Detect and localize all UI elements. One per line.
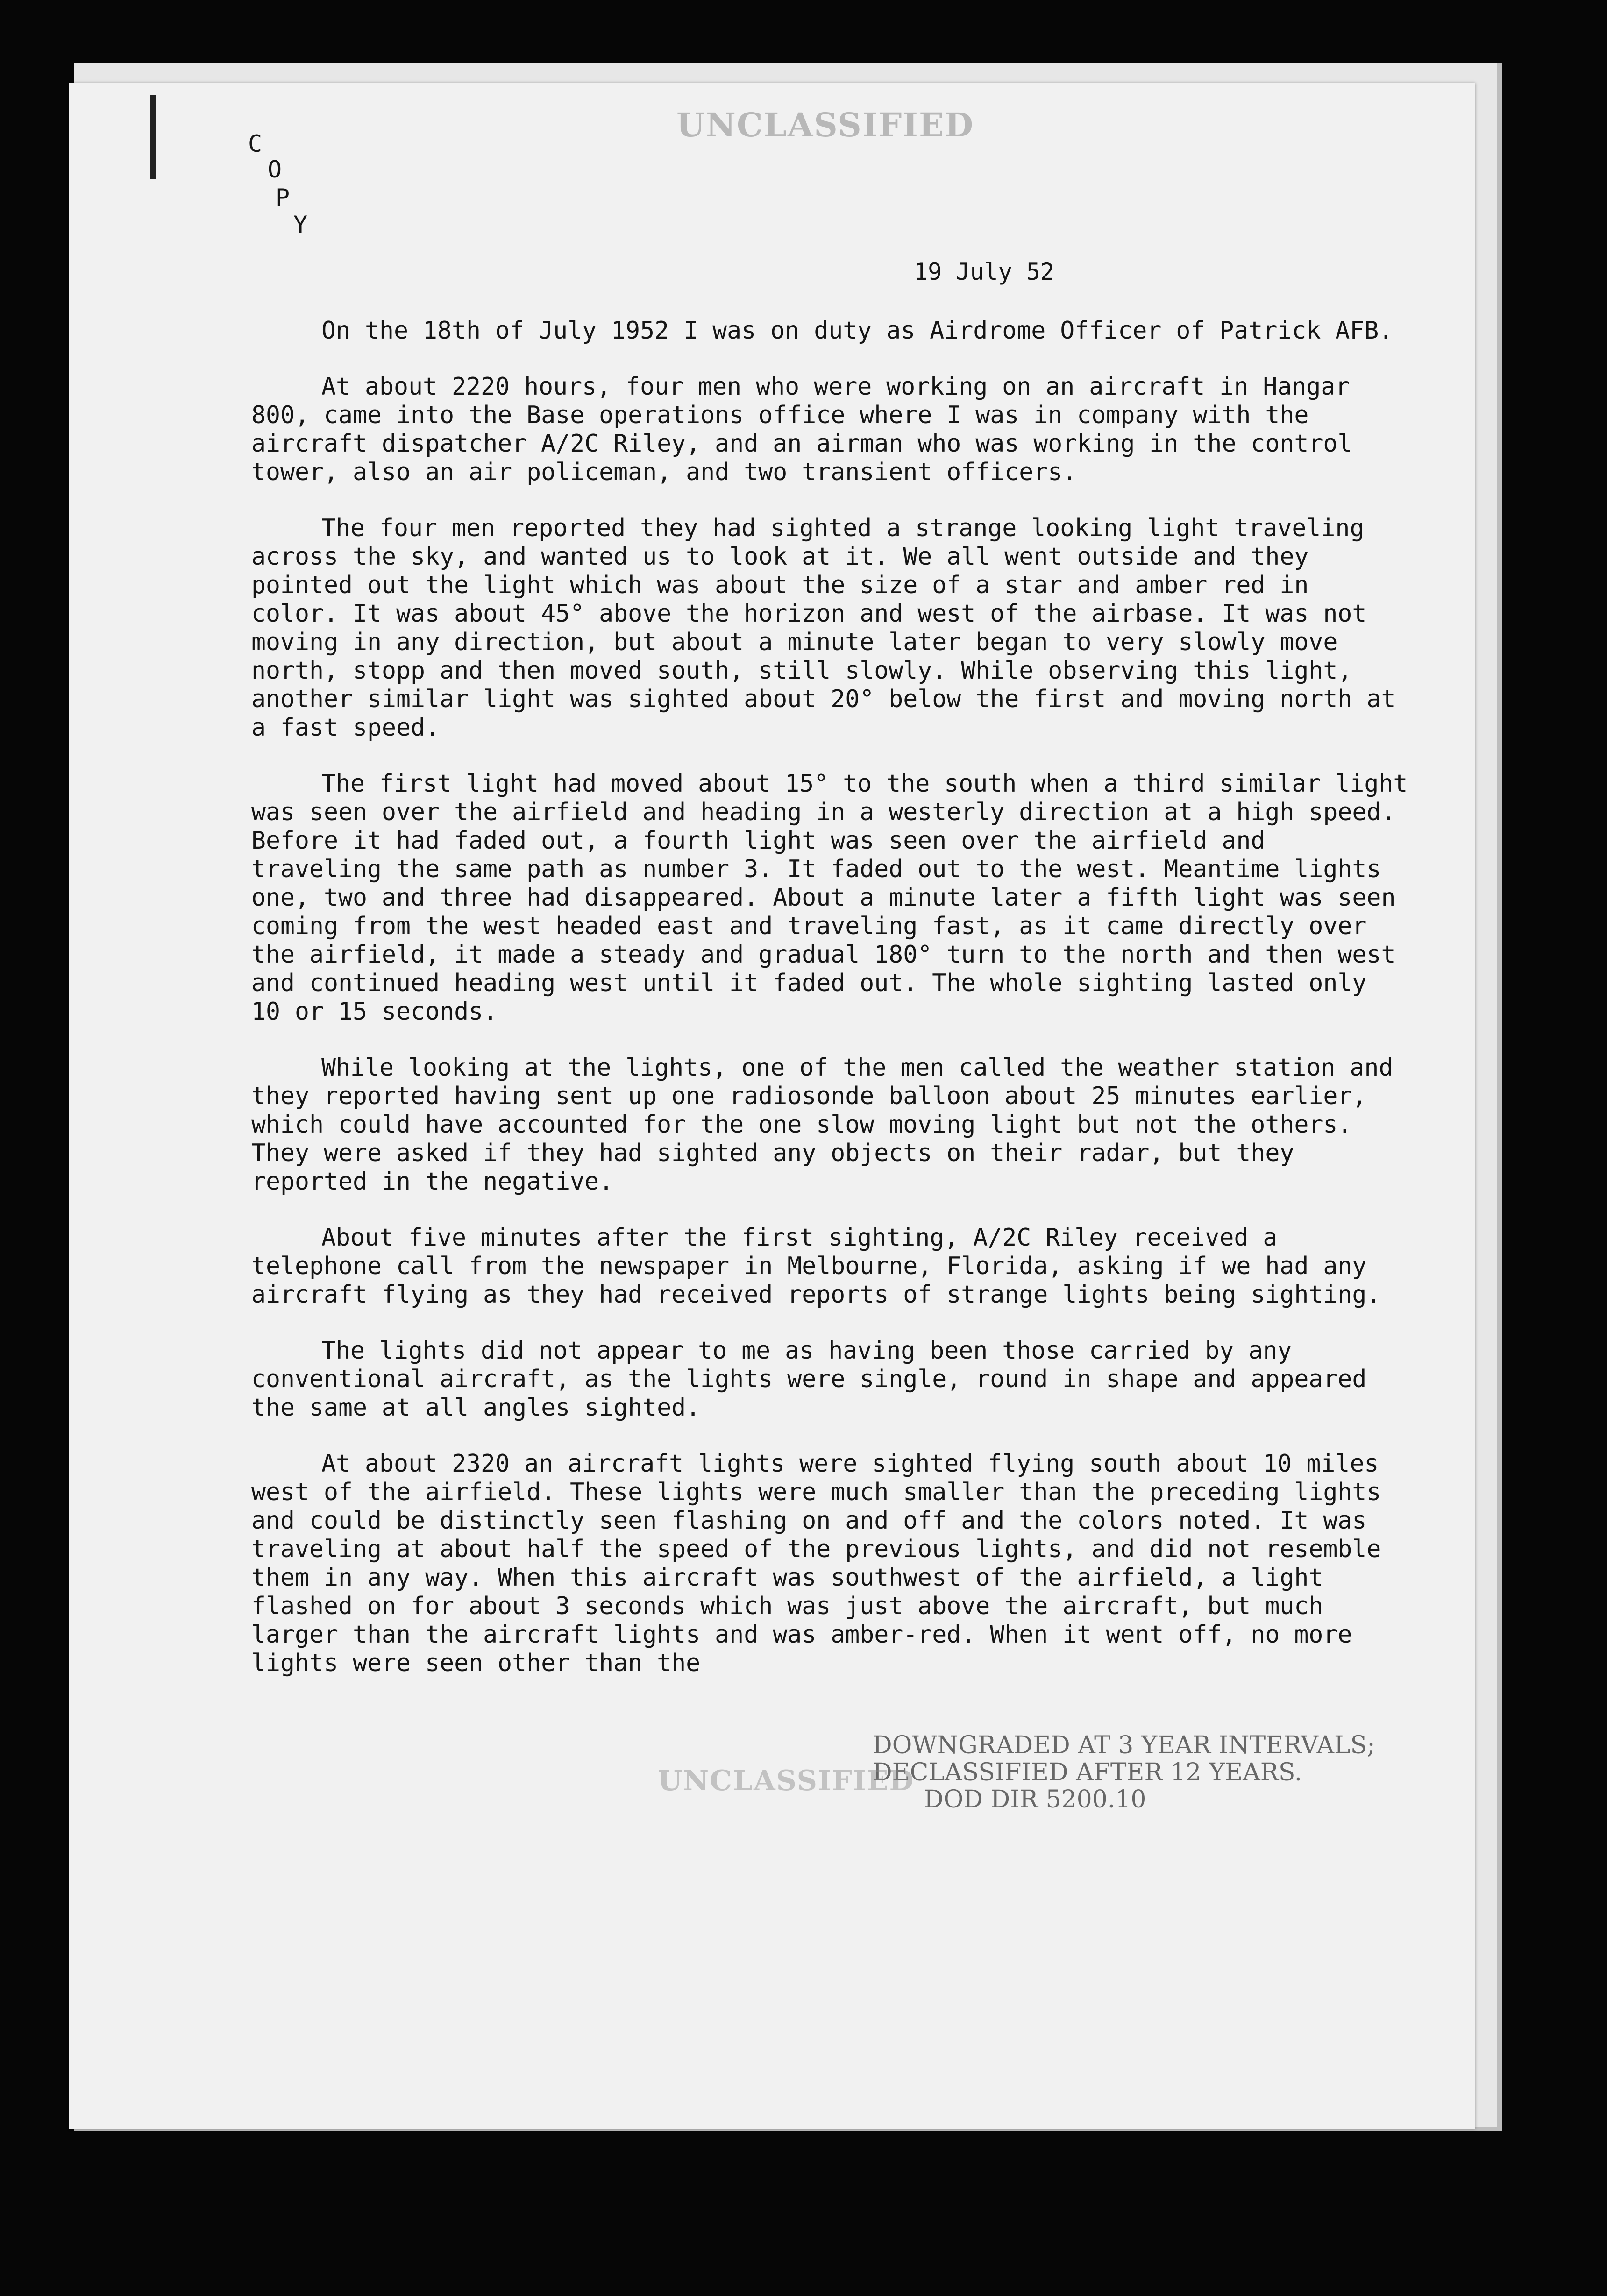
body-paragraph: At about 2320 an aircraft lights were sighted flying south about 10 miles west of the airfield. These lights were much smaller than the preceding lights and could be distinctly seen flashing on and off and the colors noted. It was traveling at about half the speed of the previous lights, and did not resemble them in any way. When this aircraft was southwest of the airfield, a light flashed on for about 3 seconds which was just above the aircraft, but much larger than the aircraft lights and was amber-red. When it went off, no more lights were seen other than the: [251, 1450, 1396, 1677]
body-paragraph: On the 18th of July 1952 I was on duty as Airdrome Officer of Patrick AFB.: [321, 317, 1394, 345]
downgrade-stamp-line: DOD DIR 5200.10: [924, 1786, 1146, 1814]
downgrade-stamp-line: DOWNGRADED AT 3 YEAR INTERVALS;: [873, 1731, 1375, 1759]
classification-stamp-bottom: UNCLASSIFIED: [658, 1765, 915, 1797]
body-paragraph: The lights did not appear to me as having been those carried by any conventional aircraft, as the lights were single, round in shape and appeared the same at all angles sighted.: [251, 1337, 1381, 1422]
body-paragraph: While looking at the lights, one of the men called the weather station and they reported having sent up one radiosonde balloon about 25 minutes earlier, which could have accounted for the one slow moving light but not the others. They were asked if they had sighted any objects on their radar, but they reported in the negative.: [251, 1054, 1408, 1196]
classification-stamp-top: UNCLASSIFIED: [676, 106, 974, 144]
downgrade-stamp: [873, 1732, 1375, 1813]
document-page: [69, 83, 1475, 2129]
body-paragraph: The four men reported they had sighted a strange looking light traveling across the sky, and wanted us to look at it. We all went outside and they pointed out the light which was about the size of a star and amber red in color. It was about 45° above the horizon and west of the airbase. It was not moving in any direction, but about a minute later began to very slowly move north, stopp and then moved south, still slowly. While observing this light, another similar light was sighted about 20° below the first and moving north at a fast speed.: [251, 514, 1410, 742]
body-paragraph: About five minutes after the first sighting, A/2C Riley received a telephone call from the newspaper in Melbourne, Florida, asking if we had any aircraft flying as they had received reports of strange lights being sighting.: [251, 1224, 1381, 1309]
body-paragraph: At about 2220 hours, four men who were working on an aircraft in Hangar 800, came into the Base operations office where I was in company with the aircraft dispatcher A/2C Riley, and an airman who was working in the control tower, also an air policeman, and two transient officers.: [251, 373, 1367, 486]
letter-body: [251, 317, 1422, 1678]
copy-mark-letter: P: [276, 184, 290, 211]
copy-mark-letter: O: [268, 156, 282, 183]
copy-mark-letter: Y: [293, 211, 308, 238]
downgrade-stamp-line: DECLASSIFIED AFTER 12 YEARS.: [873, 1758, 1302, 1786]
punch-mark: [150, 95, 156, 179]
body-paragraph: The first light had moved about 15° to the south when a third similar light was seen over the airfield and heading in a westerly direction at a high speed. Before it had faded out, a fourth light was seen over the airfield and traveling the same path as number 3. It faded out to the west. Meantime lights one, two and three had disappeared. About a minute later a fifth light was seen coming from the west headed east and traveling fast, as it came directly over the airfield, it made a steady and gradual 180° turn to the north and then west and continued heading west until it faded out. The whole sighting lasted only 10 or 15 seconds.: [251, 770, 1422, 1026]
document-date: 19 July 52: [914, 258, 1055, 285]
copy-mark-letter: C: [248, 130, 263, 157]
